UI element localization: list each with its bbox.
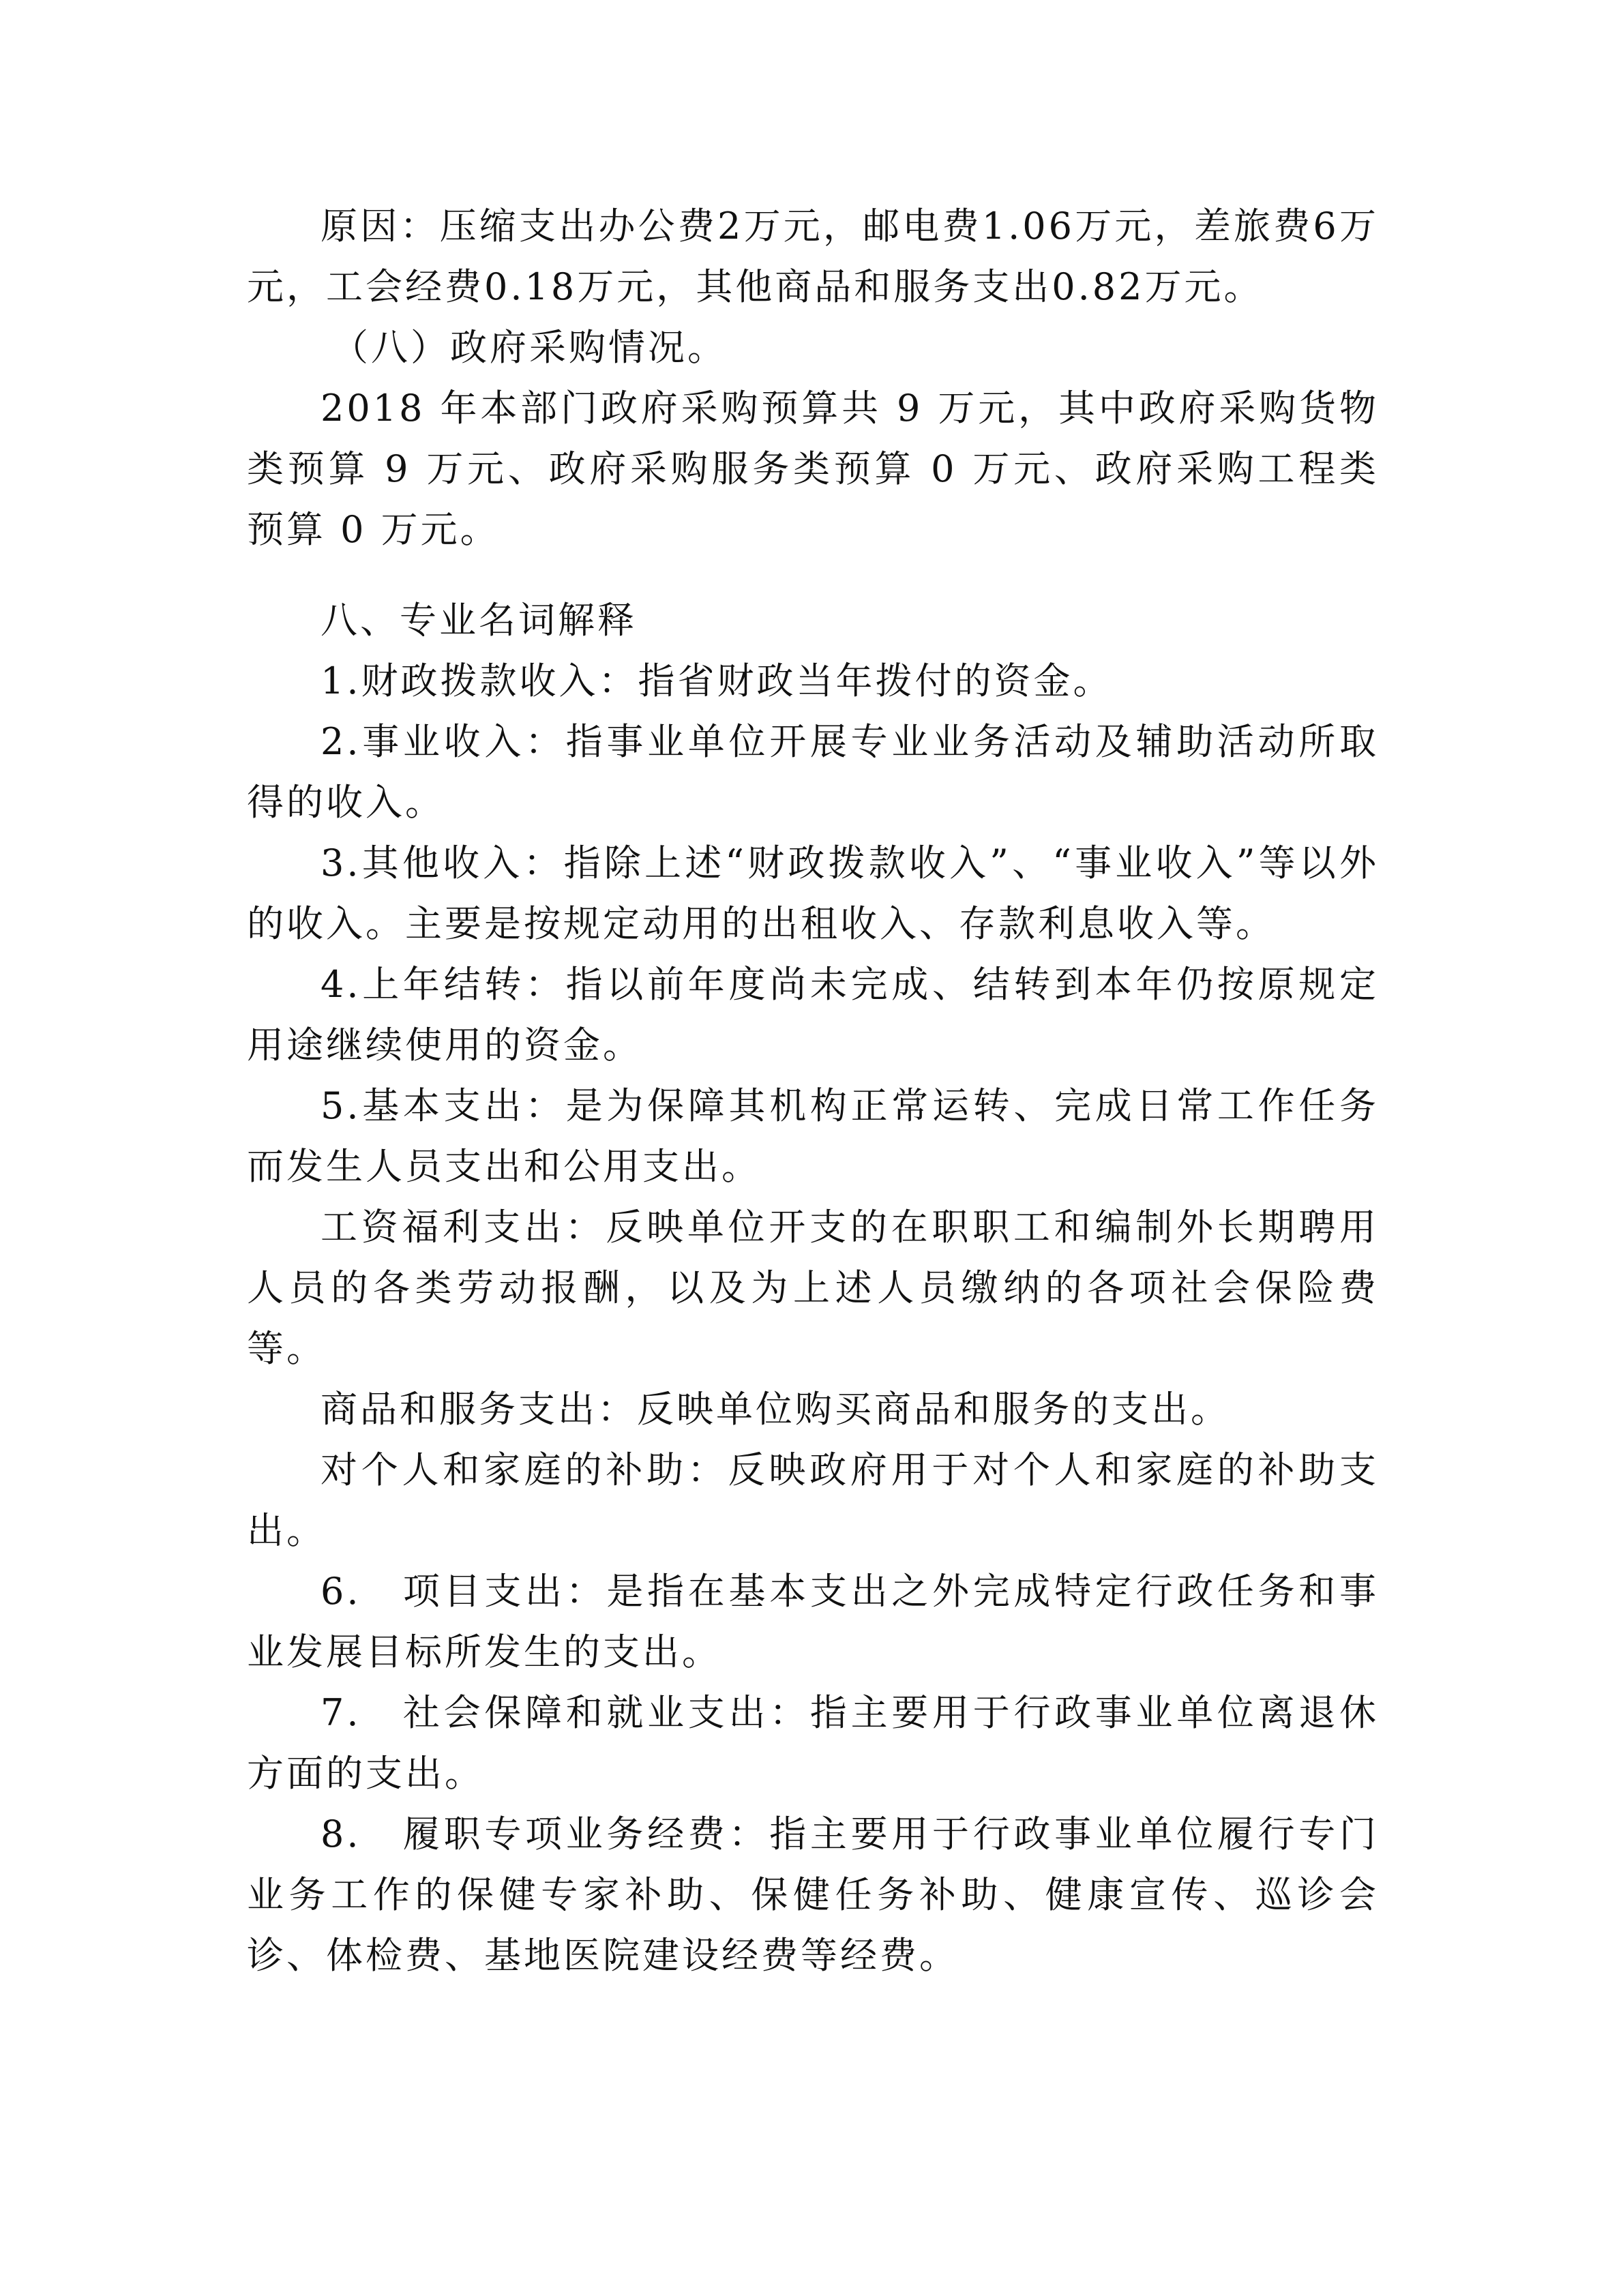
glossary-subitem-wages: 工资福利支出：反映单位开支的在职职工和编制外长期聘用人员的各类劳动报酬，以及为上述人员缴纳的各项社会保险费等。 (247, 1206, 1379, 1370)
glossary-item-4: 4.上年结转：指以前年度尚未完成、结转到本年仍按原规定用途继续使用的资金。 (247, 963, 1379, 1067)
glossary-subitem-goods-services: 商品和服务支出：反映单位购买商品和服务的支出。 (321, 1388, 1230, 1431)
paragraph-procurement-budget: 2018 年本部门政府采购预算共 9 万元，其中政府采购货物类预算 9 万元、政府采购服务类预算 0 万元、政府采购工程类预算 0 万元。 (247, 387, 1379, 551)
glossary-item-7: 7. 社会保障和就业支出：指主要用于行政事业单位离退休方面的支出。 (247, 1691, 1379, 1795)
glossary-item-2: 2.事业收入：指事业单位开展专业业务活动及辅助活动所取得的收入。 (247, 720, 1379, 824)
glossary-item-3: 3.其他收入：指除上述“财政拨款收入”、“事业收入”等以外的收入。主要是按规定动用的出租收入、存款利息收入等。 (247, 841, 1379, 945)
glossary-item-5: 5.基本支出：是为保障其机构正常运转、完成日常工作任务而发生人员支出和公用支出。 (247, 1084, 1379, 1188)
section-heading-glossary: 八、专业名词解释 (321, 599, 637, 642)
glossary-item-1: 1.财政拨款收入：指省财政当年拨付的资金。 (321, 659, 1113, 702)
glossary-item-8: 8. 履职专项业务经费：指主要用于行政事业单位履行专门业务工作的保健专家补助、保健任务补助、健康宣传、巡诊会诊、体检费、基地医院建设经费等经费。 (247, 1813, 1379, 1977)
section-heading-procurement: （八）政府采购情况。 (331, 326, 727, 369)
glossary-item-6: 6. 项目支出：是指在基本支出之外完成特定行政任务和事业发展目标所发生的支出。 (247, 1570, 1379, 1673)
glossary-subitem-household-subsidy: 对个人和家庭的补助：反映政府用于对个人和家庭的补助支出。 (247, 1448, 1379, 1552)
paragraph-reason: 原因：压缩支出办公费2万元，邮电费1.06万元，差旅费6万元，工会经费0.18万元，其他商品和服务支出0.82万元。 (247, 205, 1379, 308)
document-body (247, 196, 1379, 1986)
